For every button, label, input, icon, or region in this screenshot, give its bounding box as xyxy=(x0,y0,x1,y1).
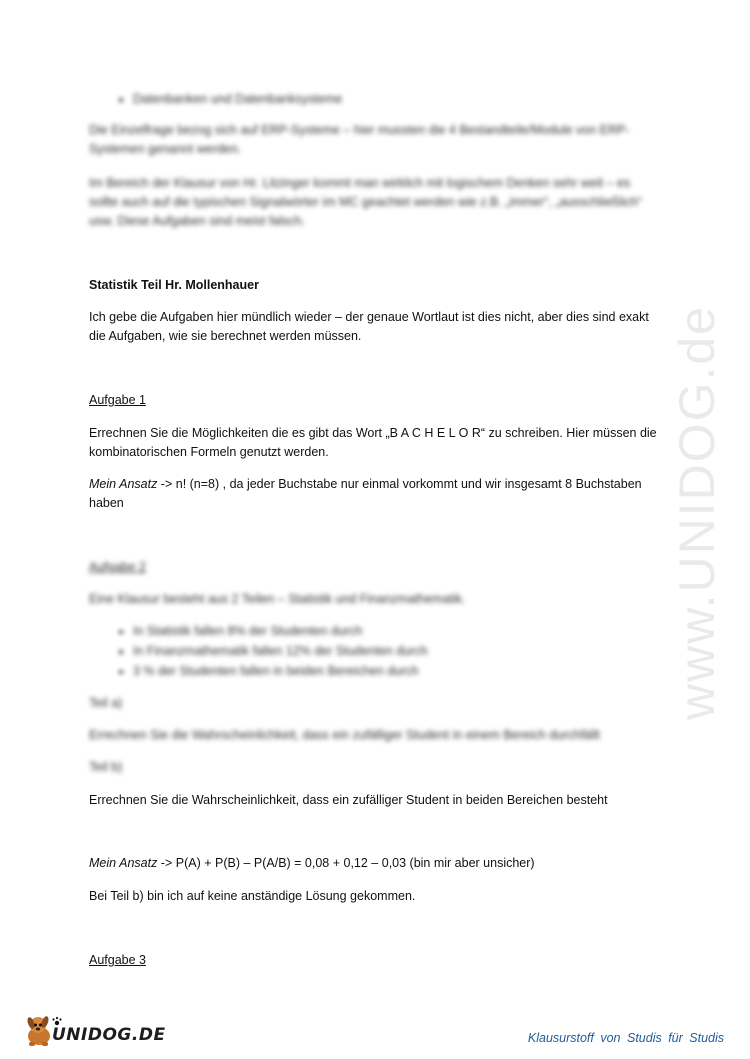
section-title: Statistik Teil Hr. Mollenhauer xyxy=(89,278,259,292)
part-b-label: Teil b) xyxy=(89,760,123,774)
task2-text: Eine Klausur besteht aus 2 Teilen – Statistik und Finanzmathematik. xyxy=(89,592,466,606)
task2-bullet-list xyxy=(89,621,661,681)
part-b-text: Errechnen Sie die Wahrscheinlichkeit, dass ein zufälliger Student in beiden Bereichen besteht xyxy=(89,793,608,807)
task1-text: Errechnen Sie die Möglichkeiten die es gibt das Wort „B A C H E L O R“ zu schreiben. Hier müssen die kombinatorischen Formeln genutzt werden. xyxy=(89,426,657,459)
logo-text: UNIDOG.DE xyxy=(52,1025,166,1045)
list-item: • In Finanzmathematik fallen 12% der Studenten durch xyxy=(133,641,661,661)
task2-heading: Aufgabe 2 xyxy=(89,560,146,574)
approach-text: -> P(A) + P(B) – P(A/B) = 0,08 + 0,12 – 0,03 (bin mir aber unsicher) xyxy=(157,856,535,870)
task3-heading: Aufgabe 3 xyxy=(89,953,146,967)
task2-approach xyxy=(89,854,661,873)
blurred-paragraph: Im Bereich der Klausur von Hr. Litzinger kommt man wirklich mit logischem Denken sehr weit – es sollte auch auf die typischen Signalwörter im MC geachtet werden wie z.B. „immer“, „ausschließlich“ usw. Diese Aufgaben sind meist falsch. xyxy=(89,176,642,228)
part-a-text: Errechnen Sie die Wahrscheinlichkeit, dass ein zufälliger Student in einem Bereich durchfällt xyxy=(89,728,600,742)
blurred-paragraph: Die Einzelfrage bezog sich auf ERP-Systeme – hier mussten die 4 Bestandteile/Module von ERP-Systemen genannt werden. xyxy=(89,123,630,156)
task1-approach xyxy=(89,475,661,513)
approach-label: Mein Ansatz xyxy=(89,856,158,870)
list-item: • Datenbanken und Datenbanksysteme xyxy=(133,89,661,109)
dog-mascot-icon xyxy=(26,1015,50,1046)
intro-paragraph: Ich gebe die Aufgaben hier mündlich wieder – der genaue Wortlaut ist dies nicht, aber dies sind exakt die Aufgaben, wie sie berechnet werden müssen. xyxy=(89,310,649,343)
watermark: www.UNIDOG.de xyxy=(669,305,725,720)
blurred-bullet-list xyxy=(89,89,661,109)
approach-label: Mein Ansatz xyxy=(89,477,158,491)
list-item: • In Statistik fallen 8% der Studenten durch xyxy=(133,621,661,641)
task2-note: Bei Teil b) bin ich auf keine anständige Lösung gekommen. xyxy=(89,889,416,903)
paw-icon xyxy=(52,1017,61,1025)
part-a-label: Teil a) xyxy=(89,696,123,710)
list-item: • 3 % der Studenten fallen in beiden Bereichen durch xyxy=(133,661,661,681)
task1-heading: Aufgabe 1 xyxy=(89,393,146,407)
approach-text: -> n! (n=8) , da jeder Buchstabe nur einmal vorkommt und wir insgesamt 8 Buchstaben haben xyxy=(89,477,642,510)
footer-slogan: Klausurstoff von Studis für Studis xyxy=(527,1031,724,1045)
